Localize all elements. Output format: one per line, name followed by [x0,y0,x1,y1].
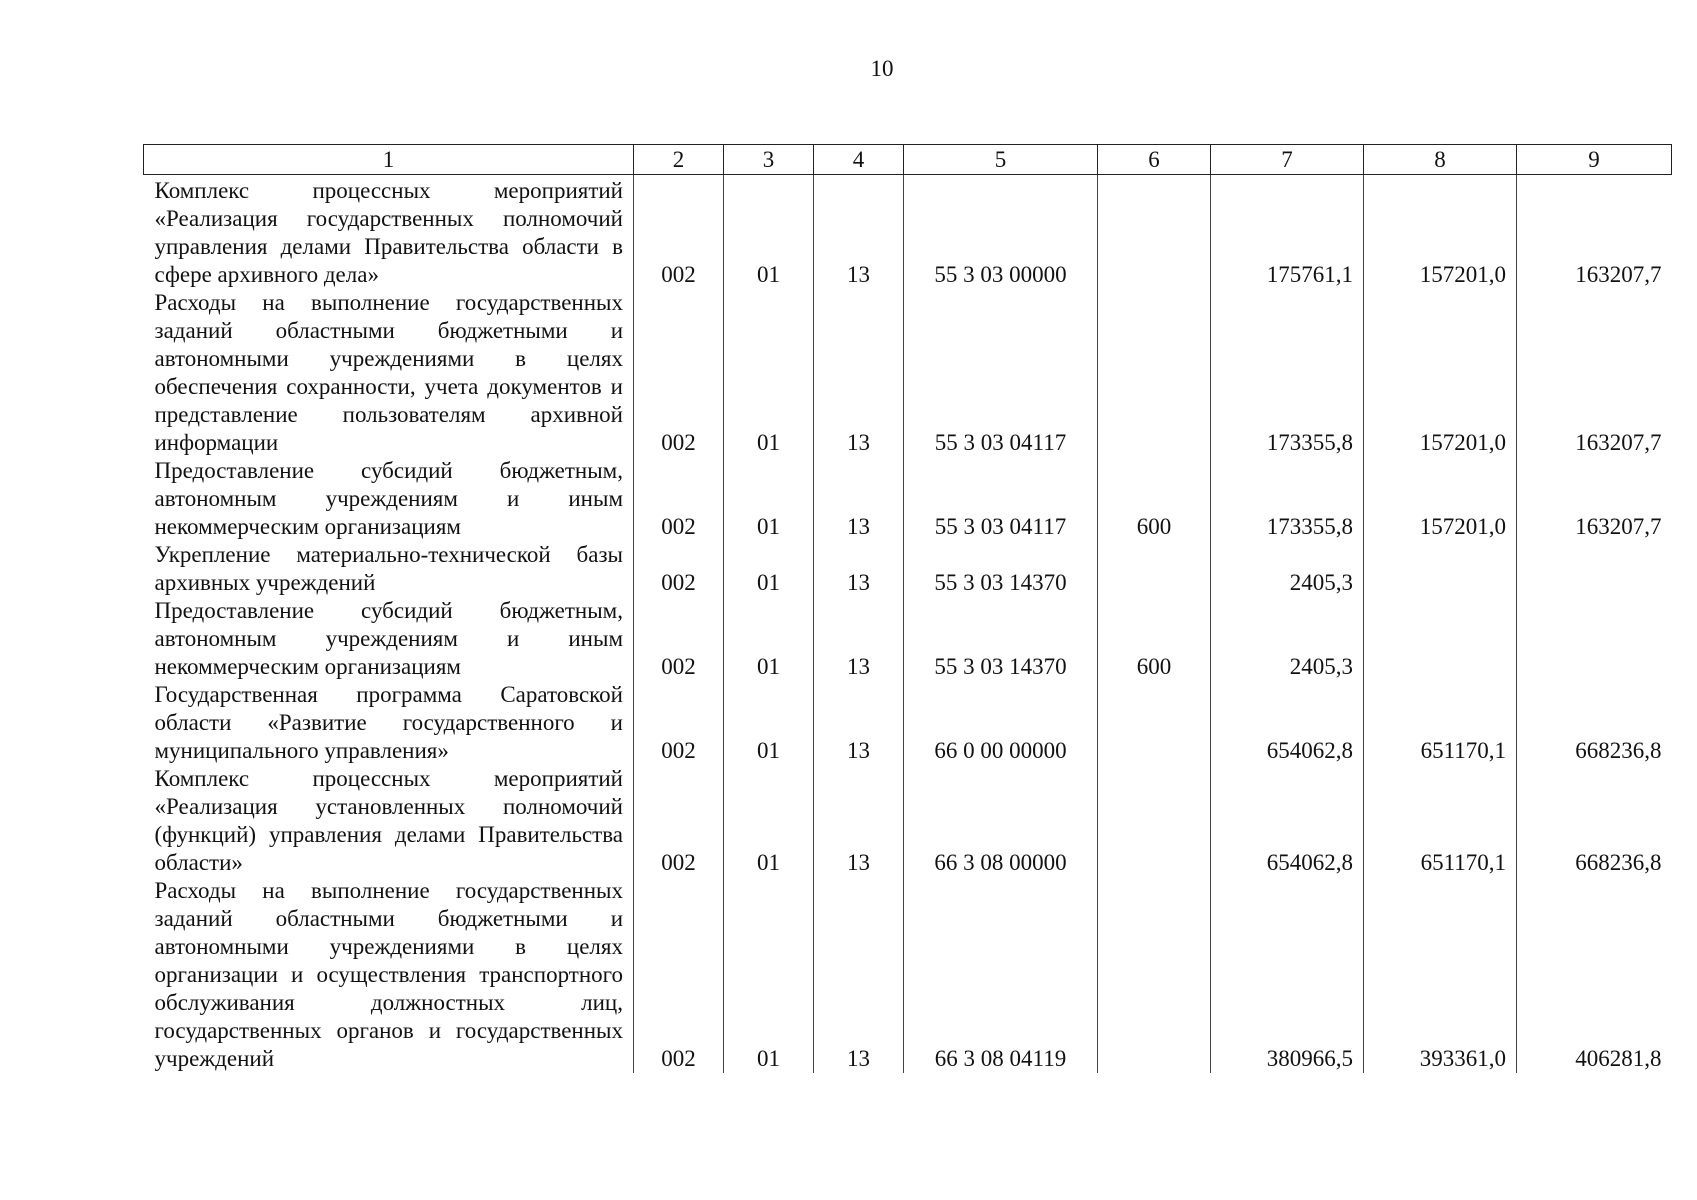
cell-target-article: 66 0 00 00000 [904,681,1098,765]
cell-code-2: 002 [634,681,724,765]
cell-target-article: 55 3 03 00000 [904,175,1098,290]
row-description: Предоставление субсидий бюджетным, автономным учреждениям и иным некоммерческим организациям [144,457,634,541]
column-header: 8 [1364,145,1517,175]
cell-amount-7: 173355,8 [1211,457,1364,541]
cell-amount-7: 2405,3 [1211,597,1364,681]
cell-amount-9 [1517,541,1672,597]
cell-expense-type [1098,765,1211,877]
cell-code-4: 13 [814,597,904,681]
cell-expense-type: 600 [1098,597,1211,681]
cell-amount-9: 163207,7 [1517,289,1672,457]
cell-code-3: 01 [724,541,814,597]
cell-amount-7: 173355,8 [1211,289,1364,457]
cell-amount-9: 406281,8 [1517,877,1672,1073]
column-header: 6 [1098,145,1211,175]
cell-code-4: 13 [814,541,904,597]
cell-amount-9: 668236,8 [1517,681,1672,765]
row-description: Комплекс процессных мероприятий «Реализация государственных полномочий управления делами Правительства области в сфере архивного дела» [144,175,634,290]
cell-amount-8: 157201,0 [1364,289,1517,457]
column-header: 4 [814,145,904,175]
row-description: Комплекс процессных мероприятий «Реализация установленных полномочий (функций) управления делами Правительства области» [144,765,634,877]
cell-code-2: 002 [634,457,724,541]
cell-amount-8: 157201,0 [1364,457,1517,541]
column-header: 1 [144,145,634,175]
cell-code-4: 13 [814,175,904,290]
table-row [144,289,1672,457]
cell-amount-9: 668236,8 [1517,765,1672,877]
cell-code-3: 01 [724,457,814,541]
row-description: Укрепление материально-технической базы архивных учреждений [144,541,634,597]
table-header-row [144,145,1672,175]
column-header: 5 [904,145,1098,175]
cell-expense-type [1098,877,1211,1073]
cell-amount-7: 175761,1 [1211,175,1364,290]
column-header: 3 [724,145,814,175]
cell-code-4: 13 [814,457,904,541]
cell-expense-type [1098,541,1211,597]
cell-code-2: 002 [634,877,724,1073]
cell-code-3: 01 [724,597,814,681]
cell-amount-9: 163207,7 [1517,175,1672,290]
cell-amount-9: 163207,7 [1517,457,1672,541]
cell-amount-8: 393361,0 [1364,877,1517,1073]
cell-amount-8: 157201,0 [1364,175,1517,290]
column-header: 2 [634,145,724,175]
table-row [144,541,1672,597]
cell-code-2: 002 [634,765,724,877]
cell-expense-type [1098,175,1211,290]
cell-target-article: 55 3 03 14370 [904,541,1098,597]
table-row [144,877,1672,1073]
cell-code-2: 002 [634,175,724,290]
cell-target-article: 66 3 08 00000 [904,765,1098,877]
cell-amount-7: 654062,8 [1211,681,1364,765]
cell-amount-8: 651170,1 [1364,765,1517,877]
cell-amount-7: 380966,5 [1211,877,1364,1073]
cell-code-2: 002 [634,597,724,681]
column-header: 9 [1517,145,1672,175]
cell-target-article: 55 3 03 14370 [904,597,1098,681]
cell-amount-8: 651170,1 [1364,681,1517,765]
cell-target-article: 55 3 03 04117 [904,457,1098,541]
cell-expense-type [1098,681,1211,765]
row-description: Расходы на выполнение государственных заданий областными бюджетными и автономными учреждениями в целях организации и осуществления транспортного обслуживания должностных лиц, государственных органов и государственных учреждений [144,877,634,1073]
cell-code-4: 13 [814,289,904,457]
table-row [144,765,1672,877]
table-row [144,175,1672,290]
cell-code-3: 01 [724,289,814,457]
cell-code-4: 13 [814,681,904,765]
table-row [144,681,1672,765]
cell-code-3: 01 [724,681,814,765]
cell-code-4: 13 [814,877,904,1073]
cell-code-2: 002 [634,541,724,597]
table-row [144,597,1672,681]
cell-expense-type: 600 [1098,457,1211,541]
cell-amount-9 [1517,597,1672,681]
cell-amount-8 [1364,541,1517,597]
cell-code-2: 002 [634,289,724,457]
row-description: Расходы на выполнение государственных заданий областными бюджетными и автономными учреждениями в целях обеспечения сохранности, учета документов и представление пользователям архивной информации [144,289,634,457]
cell-code-3: 01 [724,175,814,290]
table-row [144,457,1672,541]
budget-table [143,144,1672,1073]
cell-target-article: 66 3 08 04119 [904,877,1098,1073]
cell-amount-8 [1364,597,1517,681]
row-description: Государственная программа Саратовской области «Развитие государственного и муниципального управления» [144,681,634,765]
cell-expense-type [1098,289,1211,457]
cell-target-article: 55 3 03 04117 [904,289,1098,457]
column-header: 7 [1211,145,1364,175]
row-description: Предоставление субсидий бюджетным, автономным учреждениям и иным некоммерческим организациям [144,597,634,681]
page-number: 10 [870,56,894,81]
cell-amount-7: 654062,8 [1211,765,1364,877]
cell-amount-7: 2405,3 [1211,541,1364,597]
cell-code-4: 13 [814,765,904,877]
cell-code-3: 01 [724,765,814,877]
cell-code-3: 01 [724,877,814,1073]
